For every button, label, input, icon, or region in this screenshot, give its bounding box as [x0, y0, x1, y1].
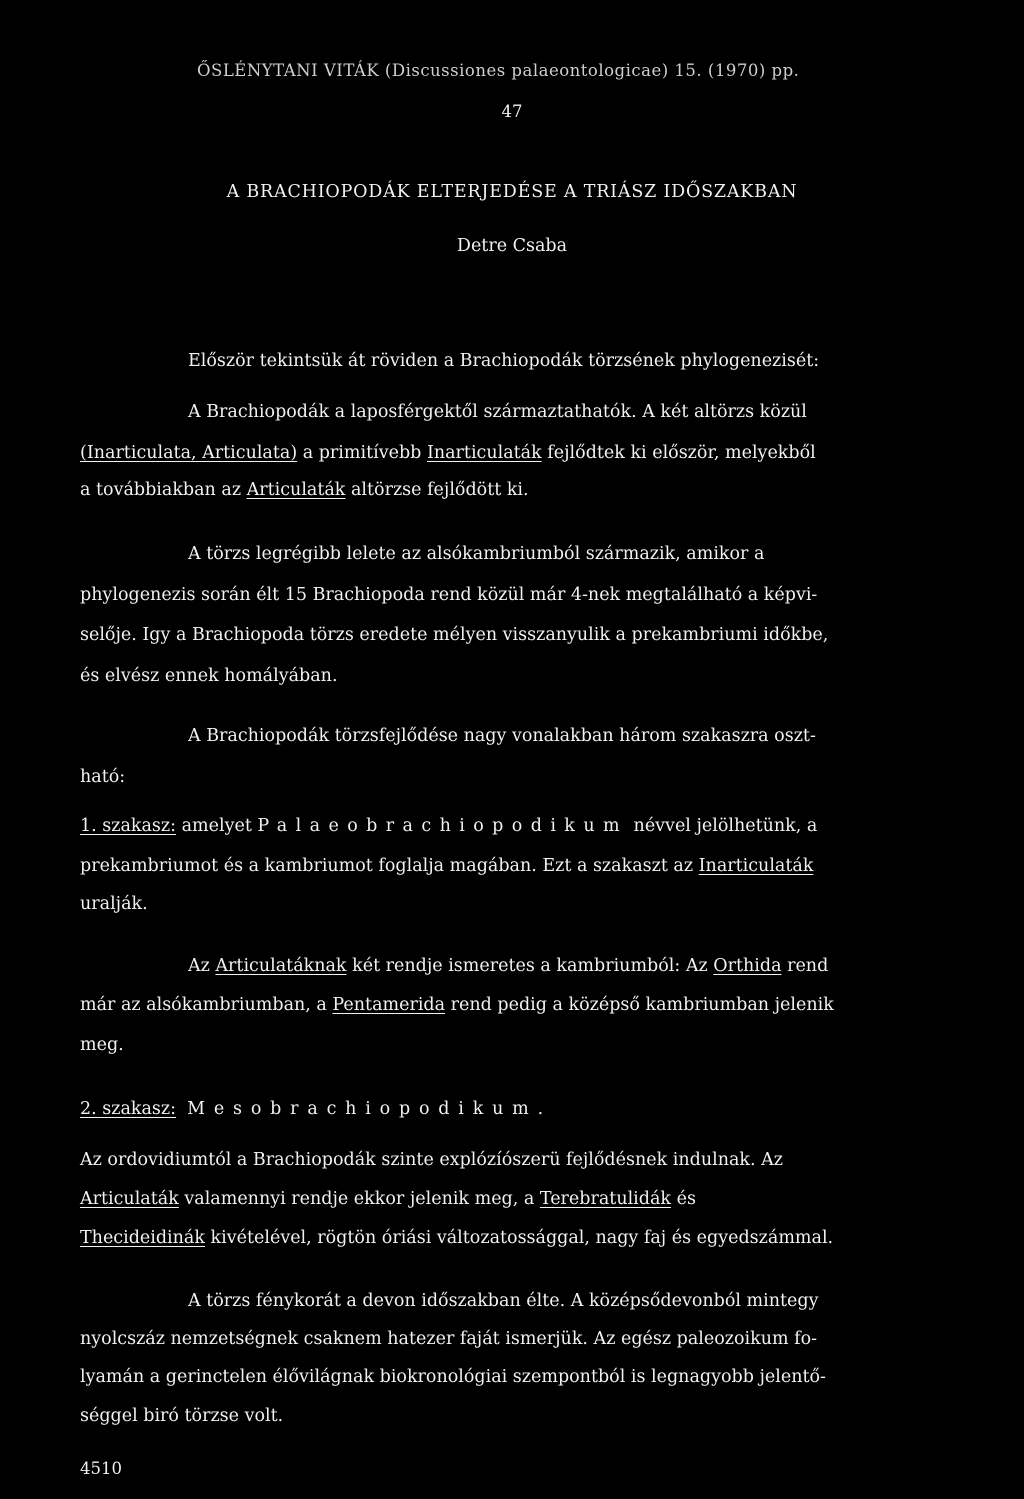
paragraph-5-line-3: meg.: [80, 1035, 124, 1055]
paragraph-2-line-1: A Brachiopodák a laposférgektől származtathatók. A két altörzs közül: [188, 402, 807, 422]
paragraph-3-line-4: és elvész ennek homályában.: [80, 666, 338, 686]
journal-header: ŐSLÉNYTANI VITÁK (Discussiones palaeontologicae) 15. (1970) pp.: [197, 61, 800, 80]
section-1-line-3: uralják.: [80, 894, 148, 914]
section-1-line-2: prekambriumot és a kambriumot foglalja magában. Ezt a szakaszt az Inarticulaták: [80, 856, 814, 876]
paragraph-4-line-1: A Brachiopodák törzsfejlődése nagy vonalakban három szakaszra oszt-: [188, 726, 816, 746]
paragraph-6-line-2: Articulaták valamennyi rendje ekkor jelenik meg, a Terebratulidák és: [80, 1189, 696, 1209]
article-title: A BRACHIOPODÁK ELTERJEDÉSE A TRIÁSZ IDŐSZAKBAN: [226, 182, 798, 202]
paragraph-2-line-2: (Inarticulata, Articulata) a primitívebb Inarticulaták fejlődtek ki először, melyekből: [80, 443, 816, 463]
paragraph-7-line-3: lyamán a gerinctelen élővilágnak biokronológiai szempontból is legnagyobb jelentő-: [80, 1367, 826, 1387]
taxon-articulatak: Articulatáknak: [215, 956, 347, 976]
paragraph-3-line-1: A törzs legrégibb lelete az alsókambriumból származik, amikor a: [188, 544, 765, 564]
section-2-name: Mesobrachiopodikum.: [187, 1099, 552, 1119]
paragraph-6-line-1: Az ordovidiumtól a Brachiopodák szinte explózíószerü fejlődésnek indulnak. Az: [80, 1150, 783, 1170]
paragraph-1: Először tekintsük át röviden a Brachiopodák törzsének phylogenezisét:: [188, 351, 820, 371]
paragraph-3-line-2: phylogenezis során élt 15 Brachiopoda rend közül már 4-nek megtalálható a képvi-: [80, 585, 818, 605]
taxon-articulatak-2: Articulaták: [80, 1189, 179, 1209]
section-2-line-1: [80, 1098, 552, 1120]
paragraph-7-line-4: séggel biró törzse volt.: [80, 1406, 284, 1426]
section-2-label: 2. szakasz:: [80, 1099, 177, 1119]
paragraph-6-line-3: Thecideidinák kivételével, rögtön óriási változatossággal, nagy faj és egyedszámmal.: [80, 1228, 834, 1248]
taxon-inarticulata-2: Inarticulaták: [698, 856, 814, 876]
paragraph-3-line-3: selője. Igy a Brachiopoda törzs eredete mélyen visszanyulik a prekambriumi időkbe,: [80, 625, 829, 645]
paragraph-7-line-1: A törzs fénykorát a devon időszakban élte. A középsődevonból mintegy: [188, 1291, 819, 1311]
taxon-pentamerida: Pentamerida: [332, 995, 446, 1015]
section-1-name: Palaeobrachiopodikum: [257, 816, 628, 836]
taxon-articulata: Articulaták: [246, 480, 346, 500]
section-1-line-1: 1. szakasz: amelyet Palaeobrachiopodikum névvel jelölhetünk, a: [80, 816, 818, 836]
page-number: 47: [501, 102, 523, 121]
taxon-thecideidinak: Thecideidinák: [80, 1228, 205, 1248]
article-author: Detre Csaba: [456, 236, 568, 256]
paragraph-5-line-2: már az alsókambriumban, a Pentamerida rend pedig a középső kambriumban jelenik: [80, 995, 834, 1015]
taxon-inarticulata: Inarticulaták: [426, 443, 542, 463]
section-1-label: 1. szakasz:: [80, 816, 177, 836]
paragraph-5-line-1: Az Articulatáknak két rendje ismeretes a kambriumból: Az Orthida rend: [188, 956, 829, 976]
taxon-orthida: Orthida: [713, 956, 782, 976]
taxon-terebratulidak: Terebratulidák: [539, 1189, 672, 1209]
paragraph-2-line-3: a továbbiakban az Articulaták altörzse fejlődött ki.: [80, 480, 529, 500]
paragraph-4-line-2: ható:: [80, 767, 126, 787]
footer-code: 4510: [80, 1459, 122, 1478]
subphyla-list: (Inarticulata, Articulata): [80, 443, 298, 463]
paragraph-7-line-2: nyolcszáz nemzetségnek csaknem hatezer faját ismerjük. Az egész paleozoikum fo-: [80, 1329, 818, 1349]
